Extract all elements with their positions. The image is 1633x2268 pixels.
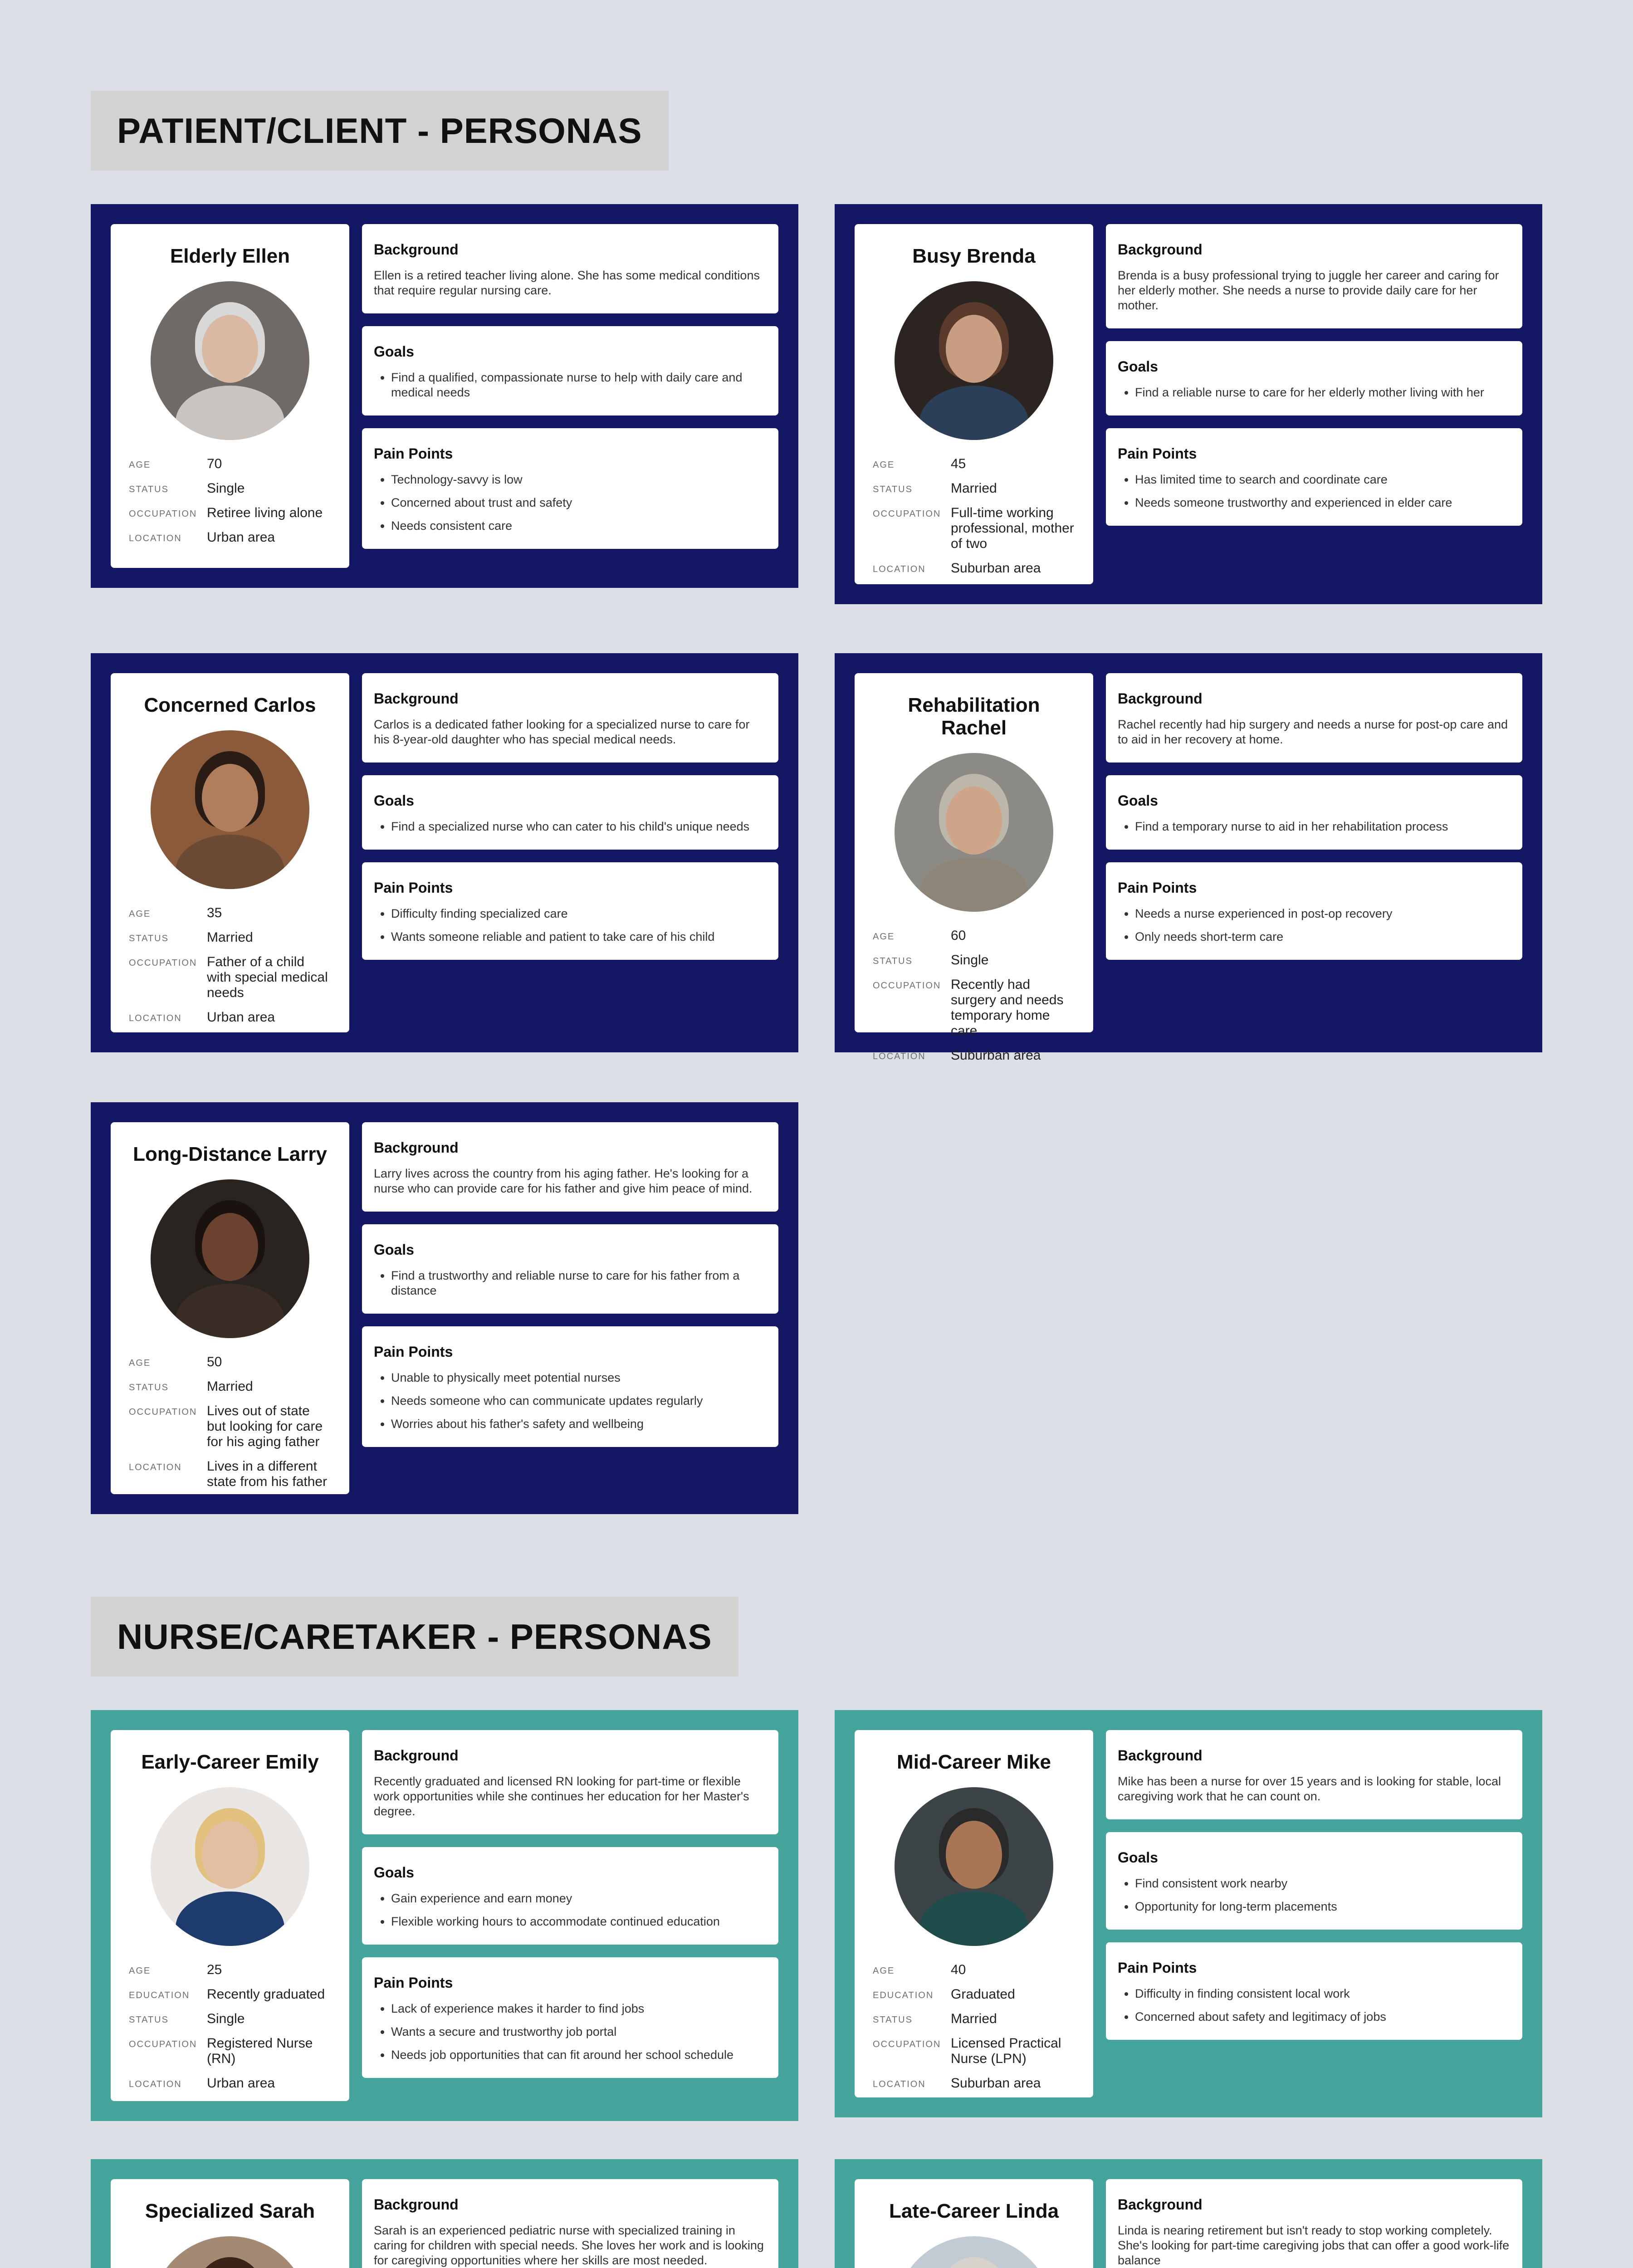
attribute-value: Retiree living alone bbox=[207, 505, 323, 520]
persona-card bbox=[91, 2159, 798, 2268]
attribute-key: AGE bbox=[129, 460, 151, 470]
pain-point-item: • Technology-savvy is low bbox=[391, 472, 767, 487]
persona-card bbox=[91, 653, 798, 1052]
attribute-value: Single bbox=[951, 953, 989, 968]
attribute-key: OCCUPATION bbox=[873, 509, 941, 519]
background-text: Larry lives across the country from his aging father. He's looking for a nurse who can provide care for his father and give him peace of mind. bbox=[374, 1167, 753, 1195]
persona-details bbox=[362, 2179, 778, 2268]
goal-item: • Find a temporary nurse to aid in her rehabilitation process bbox=[1135, 819, 1511, 834]
attribute-key: LOCATION bbox=[873, 1051, 926, 1061]
attribute-key: LOCATION bbox=[129, 533, 182, 543]
pain-point-item: • Wants a secure and trustworthy job portal bbox=[391, 2024, 767, 2039]
attribute-key: AGE bbox=[129, 1358, 151, 1368]
attribute-value: Urban area bbox=[207, 1010, 275, 1025]
goals-list bbox=[1118, 819, 1511, 834]
persona-profile bbox=[855, 673, 1093, 1063]
pain-points-heading: Pain Points bbox=[1118, 880, 1197, 896]
background-box bbox=[1106, 2179, 1522, 2268]
attribute-value: 35 bbox=[207, 905, 222, 920]
attribute-key: OCCUPATION bbox=[129, 509, 197, 519]
pain-point-item: • Wants someone reliable and patient to take care of his child bbox=[391, 929, 767, 944]
attribute-key: LOCATION bbox=[129, 1013, 182, 1023]
persona-card bbox=[835, 1710, 1542, 2117]
pain-points-box bbox=[1106, 862, 1522, 960]
attribute-row bbox=[129, 2076, 331, 2091]
persona-name: Concerned Carlos bbox=[144, 694, 316, 716]
attribute-key: STATUS bbox=[129, 2015, 169, 2025]
attribute-key: AGE bbox=[873, 932, 895, 942]
goals-heading: Goals bbox=[374, 792, 414, 809]
persona-name: Elderly Ellen bbox=[170, 245, 290, 267]
attribute-key: EDUCATION bbox=[873, 1990, 934, 2000]
pain-point-item: • Needs consistent care bbox=[391, 518, 767, 533]
attribute-row bbox=[129, 456, 331, 472]
attribute-row bbox=[873, 1048, 1075, 1063]
attribute-value: Married bbox=[951, 481, 997, 496]
attribute-value: Suburban area bbox=[951, 2076, 1041, 2091]
attribute-row bbox=[129, 1962, 331, 1978]
pain-point-item: • Worries about his father's safety and wellbeing bbox=[391, 1417, 767, 1432]
persona-name: Rehabilitation Rachel bbox=[908, 694, 1040, 739]
persona-name: Late-Career Linda bbox=[889, 2200, 1059, 2222]
goals-list bbox=[374, 370, 767, 400]
background-box bbox=[1106, 1730, 1522, 1819]
pain-points-list bbox=[374, 906, 767, 944]
attribute-row bbox=[873, 1987, 1075, 2002]
persona-details bbox=[1106, 2179, 1522, 2268]
pediatric-nurse-portrait bbox=[151, 2236, 309, 2268]
persona-attributes bbox=[873, 928, 1075, 1063]
pain-point-item: • Difficulty in finding consistent local work bbox=[1135, 1986, 1511, 2001]
attribute-value: Graduated bbox=[951, 1987, 1015, 2002]
attribute-key: OCCUPATION bbox=[129, 958, 197, 968]
background-box bbox=[362, 2179, 778, 2268]
attribute-key: LOCATION bbox=[873, 2079, 926, 2089]
attribute-value: 50 bbox=[207, 1354, 222, 1369]
persona-name: Specialized Sarah bbox=[145, 2200, 315, 2222]
persona-profile bbox=[855, 2179, 1093, 2268]
attribute-value: 45 bbox=[951, 456, 966, 471]
attribute-row bbox=[873, 456, 1075, 472]
goals-heading: Goals bbox=[1118, 1849, 1158, 1866]
attribute-key: AGE bbox=[129, 909, 151, 919]
persona-name: Mid-Career Mike bbox=[897, 1751, 1051, 1773]
goals-heading: Goals bbox=[374, 1242, 414, 1258]
attribute-value: 60 bbox=[951, 928, 966, 943]
young-nurse-portrait bbox=[151, 1787, 309, 1946]
goals-box bbox=[1106, 341, 1522, 415]
goal-item: • Find a trustworthy and reliable nurse to care for his father from a distance bbox=[391, 1268, 767, 1298]
pain-points-heading: Pain Points bbox=[374, 1344, 453, 1360]
elderly-woman-portrait bbox=[151, 281, 309, 440]
background-heading: Background bbox=[374, 1747, 459, 1764]
background-text: Rachel recently had hip surgery and needs a nurse for post-op care and to aid in her recovery at home. bbox=[1118, 718, 1508, 746]
persona-details bbox=[362, 1122, 778, 1447]
attribute-row bbox=[129, 954, 331, 1001]
persona-details bbox=[362, 673, 778, 960]
pain-point-item: • Lack of experience makes it harder to find jobs bbox=[391, 2001, 767, 2016]
attribute-value: Father of a child with special medical needs bbox=[207, 954, 328, 1000]
goals-heading: Goals bbox=[1118, 792, 1158, 809]
persona-profile bbox=[111, 1730, 349, 2101]
goals-box bbox=[1106, 1832, 1522, 1930]
background-box bbox=[362, 1730, 778, 1834]
goals-box bbox=[362, 1224, 778, 1314]
attribute-value: Suburban area bbox=[951, 1048, 1041, 1063]
attribute-key: EDUCATION bbox=[129, 1990, 190, 2000]
background-text: Linda is nearing retirement but isn't ready to stop working completely. She's looking for part-time caregiving jobs that can offer a good work-life balance bbox=[1118, 2224, 1510, 2267]
persona-details bbox=[1106, 1730, 1522, 2040]
goals-list bbox=[374, 1268, 767, 1298]
persona-details bbox=[362, 224, 778, 549]
pain-point-item: • Difficulty finding specialized care bbox=[391, 906, 767, 921]
background-heading: Background bbox=[1118, 241, 1203, 258]
pain-point-item: • Needs a nurse experienced in post-op recovery bbox=[1135, 906, 1511, 921]
persona-attributes bbox=[129, 1962, 331, 2091]
attribute-key: OCCUPATION bbox=[129, 1407, 197, 1417]
persona-profile bbox=[111, 673, 349, 1032]
father-child-portrait bbox=[151, 730, 309, 889]
pain-points-box bbox=[362, 1957, 778, 2078]
goals-list bbox=[374, 1891, 767, 1929]
attribute-value: Full-time working professional, mother of two bbox=[951, 505, 1074, 551]
goal-item: • Find a reliable nurse to care for her elderly mother living with her bbox=[1135, 385, 1511, 400]
background-box bbox=[1106, 224, 1522, 328]
background-box bbox=[362, 1122, 778, 1212]
attribute-row bbox=[129, 2011, 331, 2027]
attribute-value: Married bbox=[207, 1379, 253, 1394]
male-nurse-portrait bbox=[895, 1787, 1053, 1946]
goal-item: • Find a qualified, compassionate nurse to help with daily care and medical needs bbox=[391, 370, 767, 400]
attribute-row bbox=[129, 481, 331, 496]
attribute-row bbox=[873, 953, 1075, 968]
persona-attributes bbox=[129, 1354, 331, 1490]
attribute-value: Registered Nurse (RN) bbox=[207, 2036, 313, 2066]
goals-box bbox=[1106, 775, 1522, 850]
persona-attributes bbox=[129, 456, 331, 545]
section-title: PATIENT/CLIENT - PERSONAS bbox=[91, 91, 669, 171]
goal-item: • Opportunity for long-term placements bbox=[1135, 1899, 1511, 1914]
attribute-key: AGE bbox=[129, 1966, 151, 1976]
goal-item: • Find a specialized nurse who can cater to his child's unique needs bbox=[391, 819, 767, 834]
attribute-row bbox=[873, 505, 1075, 552]
background-box bbox=[362, 224, 778, 313]
goals-list bbox=[374, 819, 767, 834]
goals-heading: Goals bbox=[374, 1864, 414, 1881]
attribute-row bbox=[873, 561, 1075, 576]
background-heading: Background bbox=[1118, 2196, 1203, 2213]
pain-points-list bbox=[374, 472, 767, 533]
attribute-row bbox=[873, 2011, 1075, 2027]
pain-points-list bbox=[1118, 906, 1511, 944]
attribute-value: Lives in a different state from his father bbox=[207, 1459, 328, 1489]
persona-details bbox=[362, 1730, 778, 2078]
pain-points-heading: Pain Points bbox=[1118, 445, 1197, 462]
goals-heading: Goals bbox=[374, 343, 414, 360]
attribute-key: STATUS bbox=[873, 2015, 913, 2025]
pain-point-item: • Concerned about safety and legitimacy of jobs bbox=[1135, 2009, 1511, 2024]
persona-attributes bbox=[873, 456, 1075, 576]
pain-points-list bbox=[1118, 472, 1511, 510]
pain-points-heading: Pain Points bbox=[374, 880, 453, 896]
attribute-key: STATUS bbox=[129, 934, 169, 943]
attribute-row bbox=[873, 2036, 1075, 2067]
mother-daughter-portrait bbox=[895, 281, 1053, 440]
persona-profile bbox=[111, 2179, 349, 2268]
attribute-value: 25 bbox=[207, 1962, 222, 1977]
attribute-row bbox=[129, 930, 331, 945]
attribute-key: LOCATION bbox=[873, 564, 926, 574]
background-heading: Background bbox=[374, 690, 459, 707]
background-heading: Background bbox=[374, 1139, 459, 1156]
attribute-key: STATUS bbox=[873, 956, 913, 966]
attribute-value: Recently graduated bbox=[207, 1987, 325, 2002]
goals-box bbox=[362, 775, 778, 850]
attribute-key: OCCUPATION bbox=[129, 2039, 197, 2049]
senior-nurse-portrait bbox=[895, 2236, 1053, 2268]
pain-points-box bbox=[1106, 428, 1522, 526]
background-heading: Background bbox=[374, 2196, 459, 2213]
pain-points-box bbox=[362, 862, 778, 960]
pain-point-item: • Needs someone who can communicate updates regularly bbox=[391, 1393, 767, 1408]
goals-list bbox=[1118, 1876, 1511, 1914]
persona-profile bbox=[111, 224, 349, 568]
pain-points-box bbox=[362, 428, 778, 549]
attribute-key: AGE bbox=[873, 1966, 895, 1976]
woman-resting-portrait bbox=[895, 753, 1053, 912]
background-text: Sarah is an experienced pediatric nurse with specialized training in caring for children with special needs. She loves her work and is looking for caregiving opportunities where her skills are most needed. bbox=[374, 2224, 764, 2267]
attribute-row bbox=[129, 1379, 331, 1394]
attribute-value: 40 bbox=[951, 1962, 966, 1977]
persona-details bbox=[1106, 673, 1522, 960]
background-heading: Background bbox=[1118, 1747, 1203, 1764]
pain-point-item: • Needs someone trustworthy and experienced in elder care bbox=[1135, 495, 1511, 510]
attribute-row bbox=[129, 1403, 331, 1450]
attribute-value: Licensed Practical Nurse (LPN) bbox=[951, 2036, 1061, 2066]
persona-profile bbox=[855, 1730, 1093, 2097]
background-text: Brenda is a busy professional trying to juggle her career and caring for her elderly mother. She needs a nurse to provide daily care for her mother. bbox=[1118, 269, 1499, 312]
attribute-key: STATUS bbox=[873, 484, 913, 494]
attribute-row bbox=[873, 2076, 1075, 2091]
attribute-key: STATUS bbox=[129, 1383, 169, 1393]
attribute-row bbox=[129, 1459, 331, 1490]
attribute-value: Married bbox=[207, 930, 253, 945]
background-text: Recently graduated and licensed RN looking for part-time or flexible work opportunities while she continues her education for her Master's degree. bbox=[374, 1774, 749, 1818]
section-title: NURSE/CARETAKER - PERSONAS bbox=[91, 1597, 738, 1677]
pain-point-item: • Only needs short-term care bbox=[1135, 929, 1511, 944]
pain-points-heading: Pain Points bbox=[374, 1975, 453, 1991]
attribute-row bbox=[129, 530, 331, 545]
attribute-value: 70 bbox=[207, 456, 222, 471]
persona-name: Busy Brenda bbox=[912, 245, 1036, 267]
attribute-value: Single bbox=[207, 481, 245, 496]
goals-list bbox=[1118, 385, 1511, 400]
background-box bbox=[362, 673, 778, 763]
attribute-key: LOCATION bbox=[129, 2079, 182, 2089]
attribute-value: Married bbox=[951, 2011, 997, 2026]
goal-item: • Gain experience and earn money bbox=[391, 1891, 767, 1906]
persona-attributes bbox=[129, 905, 331, 1025]
attribute-key: AGE bbox=[873, 460, 895, 470]
attribute-value: Lives out of state but looking for care for his aging father bbox=[207, 1403, 323, 1449]
attribute-row bbox=[129, 1354, 331, 1370]
persona-name: Early-Career Emily bbox=[141, 1751, 319, 1773]
attribute-row bbox=[873, 1962, 1075, 1978]
attribute-value: Urban area bbox=[207, 530, 275, 545]
background-box bbox=[1106, 673, 1522, 763]
pain-point-item: • Has limited time to search and coordinate care bbox=[1135, 472, 1511, 487]
attribute-row bbox=[129, 1987, 331, 2002]
attribute-value: Urban area bbox=[207, 2076, 275, 2091]
attribute-value: Recently had surgery and needs temporary home care bbox=[951, 977, 1064, 1038]
pain-points-heading: Pain Points bbox=[1118, 1960, 1197, 1976]
pain-point-item: • Needs job opportunities that can fit around her school schedule bbox=[391, 2048, 767, 2063]
attribute-value: Single bbox=[207, 2011, 245, 2026]
attribute-value: Suburban area bbox=[951, 561, 1041, 576]
attribute-row bbox=[129, 905, 331, 921]
background-text: Carlos is a dedicated father looking for a specialized nurse to care for his 8-year-old daughter who has special medical needs. bbox=[374, 718, 750, 746]
goals-box bbox=[362, 326, 778, 415]
pain-points-heading: Pain Points bbox=[374, 445, 453, 462]
father-son-portrait bbox=[151, 1179, 309, 1338]
background-heading: Background bbox=[1118, 690, 1203, 707]
attribute-key: STATUS bbox=[129, 484, 169, 494]
persona-profile bbox=[855, 224, 1093, 584]
pain-points-list bbox=[374, 2001, 767, 2063]
attribute-row bbox=[129, 505, 331, 521]
attribute-row bbox=[129, 2036, 331, 2067]
persona-card bbox=[835, 2159, 1542, 2268]
pain-points-list bbox=[374, 1370, 767, 1432]
attribute-key: OCCUPATION bbox=[873, 2039, 941, 2049]
pain-point-item: • Concerned about trust and safety bbox=[391, 495, 767, 510]
attribute-row bbox=[873, 977, 1075, 1039]
pain-points-list bbox=[1118, 1986, 1511, 2024]
attribute-row bbox=[873, 481, 1075, 496]
persona-attributes bbox=[873, 1962, 1075, 2091]
persona-card bbox=[835, 204, 1542, 604]
goals-box bbox=[362, 1847, 778, 1945]
persona-name: Long-Distance Larry bbox=[133, 1143, 327, 1165]
pain-point-item: • Unable to physically meet potential nurses bbox=[391, 1370, 767, 1385]
attribute-key: OCCUPATION bbox=[873, 981, 941, 991]
persona-card bbox=[91, 1102, 798, 1514]
attribute-key: LOCATION bbox=[129, 1462, 182, 1472]
persona-card bbox=[91, 204, 798, 588]
background-heading: Background bbox=[374, 241, 459, 258]
goal-item: • Flexible working hours to accommodate continued education bbox=[391, 1914, 767, 1929]
background-text: Mike has been a nurse for over 15 years and is looking for stable, local caregiving work that he can count on. bbox=[1118, 1774, 1501, 1803]
goal-item: • Find consistent work nearby bbox=[1135, 1876, 1511, 1891]
pain-points-box bbox=[362, 1326, 778, 1447]
persona-card bbox=[835, 653, 1542, 1063]
persona-profile bbox=[111, 1122, 349, 1494]
attribute-row bbox=[129, 1010, 331, 1025]
attribute-row bbox=[873, 928, 1075, 943]
goals-heading: Goals bbox=[1118, 358, 1158, 375]
persona-card bbox=[91, 1710, 798, 2121]
background-text: Ellen is a retired teacher living alone. She has some medical conditions that require regular nursing care. bbox=[374, 269, 760, 297]
pain-points-box bbox=[1106, 1942, 1522, 2040]
persona-details bbox=[1106, 224, 1522, 526]
